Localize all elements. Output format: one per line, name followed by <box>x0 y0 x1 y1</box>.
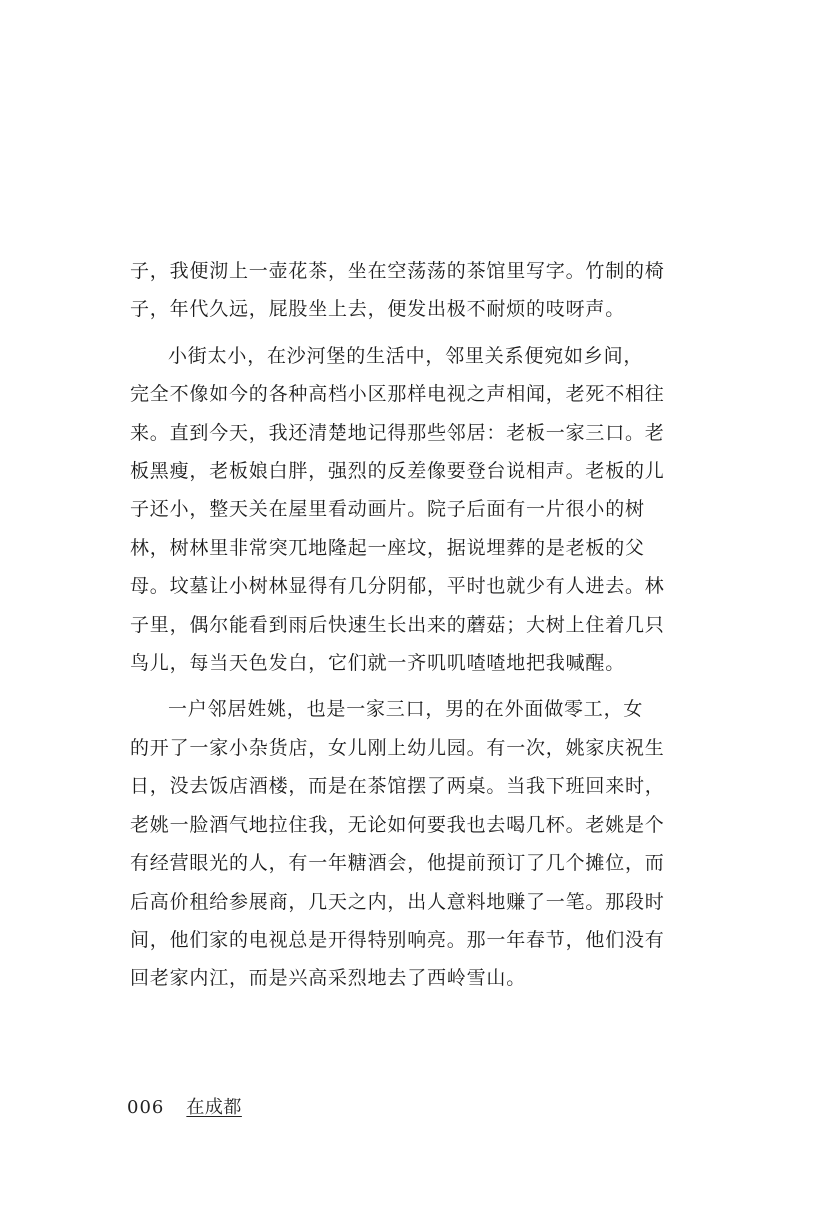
text-line: 回老家内江，而是兴高采烈地去了西岭雪山。 <box>130 967 527 990</box>
text-line: 间，他们家的电视总是开得特别响亮。那一年春节，他们没有 <box>130 928 665 951</box>
text-line: 子，我便沏上一壶花茶，坐在空荡荡的茶馆里写字。竹制的椅 <box>130 260 665 282</box>
paragraph-1 <box>130 252 670 329</box>
page-number: 006 <box>127 1097 165 1118</box>
body-text <box>130 252 670 998</box>
text-line: 老姚一脸酒气地拉住我，无论如何要我也去喝几杯。老姚是个 <box>130 813 665 836</box>
text-line: 鸟儿，每当天色发白，它们就一齐叽叽喳喳地把我喊醒。 <box>130 652 626 675</box>
text-line: 后高价租给参展商，几天之内，出人意料地赚了一笔。那段时 <box>130 890 665 913</box>
page-footer <box>127 1093 242 1117</box>
text-line: 小街太小，在沙河堡的生活中，邻里关系便宛如乡间， <box>168 344 644 367</box>
text-line: 母。坟墓让小树林显得有几分阴郁，平时也就少有人进去。林 <box>130 575 665 598</box>
paragraph-2 <box>130 337 670 683</box>
text-line: 子还小，整天关在屋里看动画片。院子后面有一片很小的树 <box>130 498 645 521</box>
text-line: 一户邻居姓姚，也是一家三口，男的在外面做零工，女 <box>168 698 644 721</box>
text-line: 日，没去饭店酒楼，而是在茶馆摆了两桌。当我下班回来时， <box>130 775 665 798</box>
book-title: 在成都 <box>186 1097 242 1118</box>
paragraph-3 <box>130 690 670 997</box>
text-line: 板黑瘦，老板娘白胖，强烈的反差像要登台说相声。老板的儿 <box>130 460 665 483</box>
text-line: 林，树林里非常突兀地隆起一座坟，据说埋葬的是老板的父 <box>130 536 645 559</box>
text-line: 子里，偶尔能看到雨后快速生长出来的蘑菇；大树上住着几只 <box>130 613 665 636</box>
text-line: 子，年代久远，屁股坐上去，便发出极不耐烦的吱呀声。 <box>130 298 626 321</box>
text-line: 的开了一家小杂货店，女儿刚上幼儿园。有一次，姚家庆祝生 <box>130 736 665 759</box>
text-line: 完全不像如今的各种高档小区那样电视之声相闻，老死不相往 <box>130 383 665 406</box>
text-line: 有经营眼光的人，有一年糖酒会，他提前预订了几个摊位，而 <box>130 852 665 875</box>
text-line: 来。直到今天，我还清楚地记得那些邻居：老板一家三口。老 <box>130 421 665 444</box>
